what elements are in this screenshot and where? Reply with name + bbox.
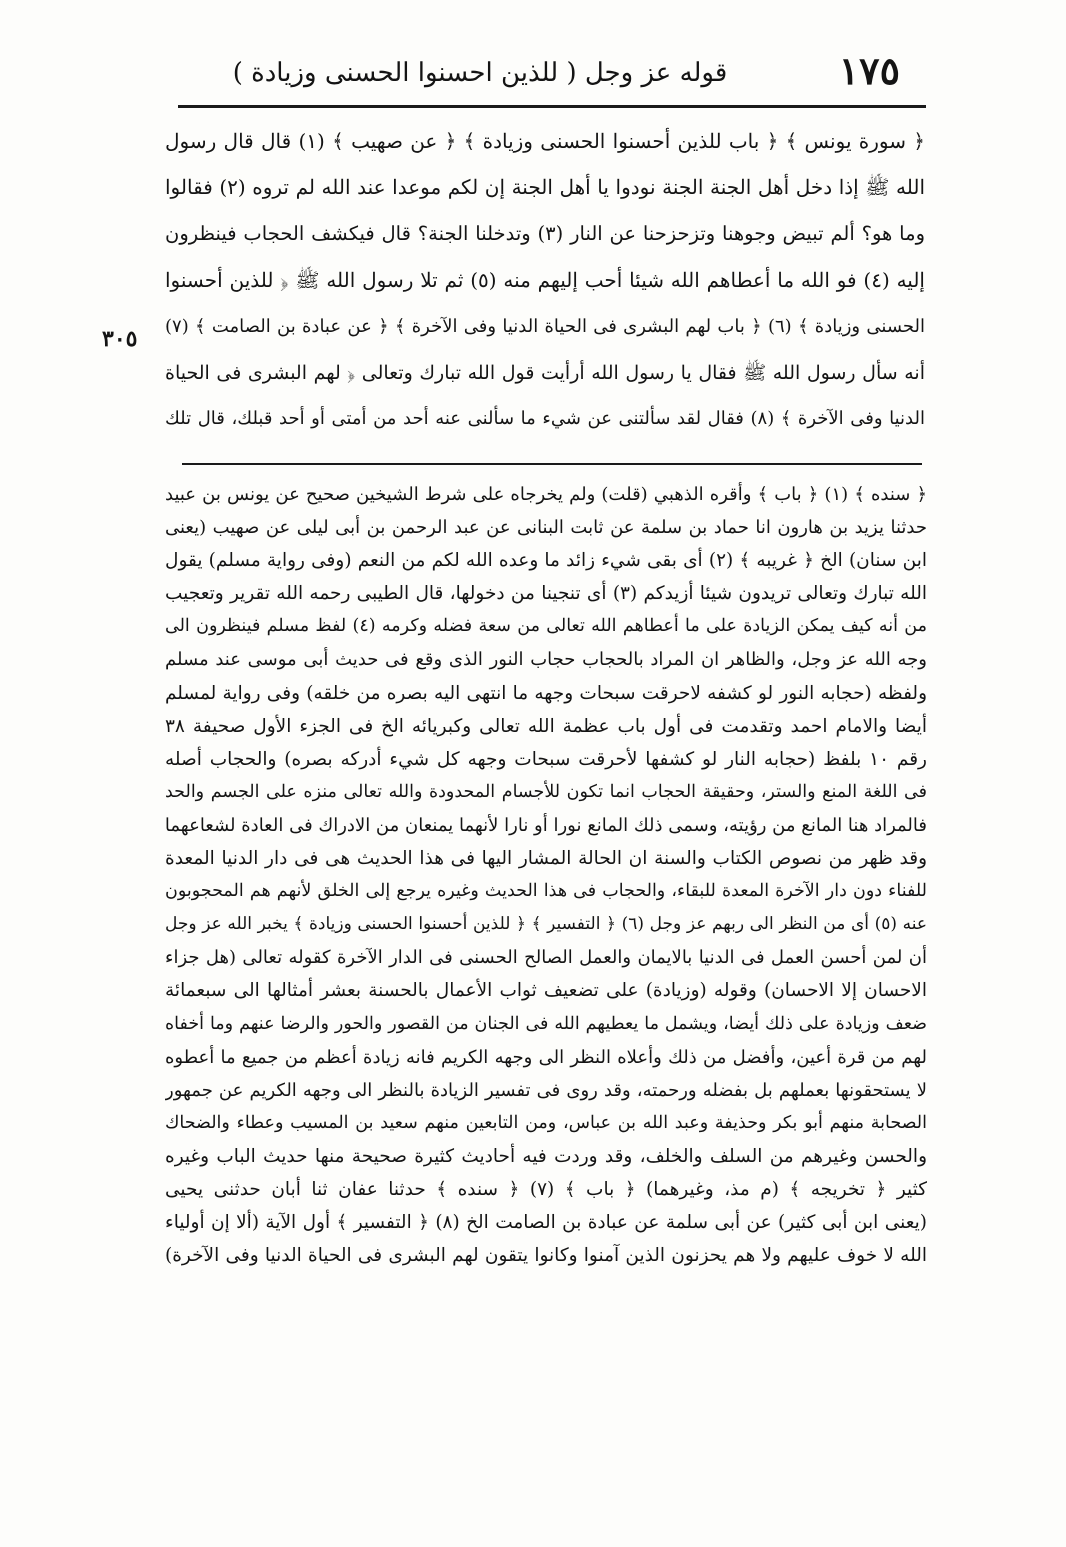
commentary-line: حدثنا يزيد بن هارون انا حماد بن سلمة عن ثابت البنانى عن عبد الرحمن بن أبى ليلى عن صهيب (يعنى	[165, 517, 927, 539]
margin-number: ٣٠٥	[102, 326, 138, 352]
commentary-line: فالمراد هنا المانع من رؤيته، وسمى ذلك المانع نورا أو نارا لأنهما يمنعان من الادراك فى العادة لشعاعهما	[165, 814, 927, 836]
running-title: قوله عز وجل ( للذين احسنوا الحسنى وزيادة )	[232, 58, 728, 88]
commentary-line: الصحابة منهم أبو بكر وحذيفة وعبد الله بن عباس، ومن التابعين منهم سعيد بن المسيب وعطاء والضحاك	[165, 1112, 927, 1133]
main-text-line: وما هو؟ ألم تبيض وجوهنا وتزحزحنا عن النار (٣) وتدخلنا الجنة؟ قال فيكشف الحجاب فينظرون	[165, 221, 925, 245]
commentary-line: كثير ﴿ تخريجه ﴾ (م مذ، وغيرهما) ﴿ باب ﴾ (٧) ﴿ سنده ﴾ حدثنا عفان ثنا أبان حدثنى يحيى	[165, 1178, 927, 1200]
commentary-line: الله لا خوف عليهم ولا هم يحزنون الذين آمنوا وكانوا يتقون لهم البشرى فى الحياة الدنيا وفى الآخرة)	[165, 1245, 927, 1267]
commentary-line: للفناء دون دار الآخرة المعدة للبقاء، والحجاب فى هذا الحديث وغيره يرجع إلى الخلق لأنهم هم المحجوبون	[165, 881, 927, 902]
commentary-line: ولفظه (حجابه النور لو كشفه لاحرقت سبحات وجهه ما انتهى اليه بصره من خلقه) وفى رواية لمسلم	[165, 682, 927, 704]
main-text-line: أنه سأل رسول الله ﷺ فقال يا رسول الله أرأيت قول الله تبارك وتعالى ﴿ لهم البشرى فى الحياة	[165, 361, 925, 384]
commentary-line: لهم من قرة أعين، وأفضل من ذلك وأعلاه النظر الى وجهه الكريم فانه زيادة أعظم من جميع ما أعطوه	[165, 1046, 927, 1068]
commentary-line: أن لمن أحسن العمل فى الدنيا بالايمان والعمل الصالح الحسنى فى الدار الآخرة كقوله تعالى (هل جزاء	[165, 947, 927, 969]
commentary-line: ﴿ سنده ﴾ (١) ﴿ باب ﴾ وأقره الذهبي (قلت) ولم يخرجاه على شرط الشيخين صحيح عن يونس بن عبيد	[165, 484, 927, 505]
main-text-line: إليه (٤) فو الله ما أعطاهم الله شيئا أحب إليهم منه (٥) ثم تلا رسول الله ﷺ ﴿ للذين أحسنوا	[165, 268, 925, 293]
commentary	[165, 478, 927, 1272]
commentary-line: وقد ظهر من نصوص الكتاب والسنة ان الحالة المشار اليها فى هذا الحديث هى فى دار الدنيا المعدة	[165, 848, 927, 870]
main-text-line: الله ﷺ إذا دخل أهل الجنة الجنة نودوا يا أهل الجنة إن لكم موعدا عند الله لم تروه (٢) فقالوا	[165, 175, 925, 200]
commentary-line: عنه (٥) أى من النظر الى ربهم عز وجل (٦) ﴿ التفسير ﴾ ﴿ للذين أحسنوا الحسنى وزيادة ﴾ يخبر الله عز وجل	[165, 914, 927, 935]
header-rule	[178, 105, 926, 108]
page-header	[200, 48, 900, 98]
main-text-line: ﴿ سورة يونس ﴾ ﴿ باب للذين أحسنوا الحسنى وزيادة ﴾ ﴿ عن صهيب ﴾ (١) قال قال رسول	[165, 129, 925, 153]
commentary-line: رقم ١٠ بلفظ (حجابه النار لو كشفها لأحرقت سبحات وجهه كل شيء أدركه بصره) والحجاب أصله	[165, 748, 927, 770]
main-text	[165, 118, 925, 443]
commentary-line: لا يستحقونها بعملهم بل بفضله ورحمته، وقد روى فى تفسير الزيادة بالنظر الى وجهه الكريم عن جمهور	[165, 1079, 927, 1101]
commentary-line: من أنه كيف يمكن الزيادة على ما أعطاهم الله تعالى من سعة فضله وكرمه (٤) لفظ مسلم فينظرون الى	[165, 616, 927, 637]
commentary-line: أيضا والامام احمد وتقدمت فى أول باب عظمة الله تعالى وكبريائه الخ فى الجزء الأول صحيفة ٣٨	[165, 715, 927, 737]
commentary-line: والحسن وغيرهم من السلف والخلف، وقد وردت فيه أحاديث كثيرة صحيحة منها حديث الباب وغيره	[165, 1145, 927, 1167]
commentary-line: وجه الله عز وجل، والظاهر ان المراد بالحجاب حجاب النور الذى وقع فى حديث أبى موسى عند مسلم	[165, 649, 927, 671]
commentary-line: ضعف وزيادة على ذلك أيضا، ويشمل ما يعطيهم الله فى الجنان من القصور والحور والرضا عنهم وما أخفاه	[165, 1013, 927, 1034]
page-number: ١٧٥	[838, 48, 900, 93]
commentary-line: (يعنى ابن أبى كثير) عن أبى سلمة عن عبادة بن الصامت الخ (٨) ﴿ التفسير ﴾ أول الآية (ألا إن أولياء	[165, 1212, 927, 1234]
commentary-line: الاحسان إلا الاحسان) وقوله (وزيادة) على تضعيف ثواب الأعمال بالحسنة بعشر أمثالها الى سبعمائة	[165, 980, 927, 1002]
commentary-line: الله تبارك وتعالى تريدون شيئا أزيدكم (٣) أى تنجينا من دخولها، قال الطيبى رحمه الله تقرير وتعجيب	[165, 583, 927, 605]
footnote-separator	[182, 463, 922, 465]
main-text-line: الدنيا وفى الآخرة ﴾ (٨) فقال لقد سألتنى عن شيء ما سألنى عنه أحد من أمتى أو أحد قبلك، قال تلك	[165, 408, 925, 430]
commentary-line: ابن سنان) الخ ﴿ غريبه ﴾ (٢) أى بقى شيء زائد ما وعده الله لكم من النعم (وفى رواية مسلم) يقول	[165, 550, 927, 572]
commentary-line: فى اللغة المنع والستر، وحقيقة الحجاب انما تكون للأجسام المحدودة والله تعالى منزه على الجسم والحد	[165, 781, 927, 802]
main-text-line: الحسنى وزيادة ﴾ (٦) ﴿ باب لهم البشرى فى الحياة الدنيا وفى الآخرة ﴾ ﴿ عن عبادة بن الصامت ﴾ (٧)	[165, 315, 925, 337]
